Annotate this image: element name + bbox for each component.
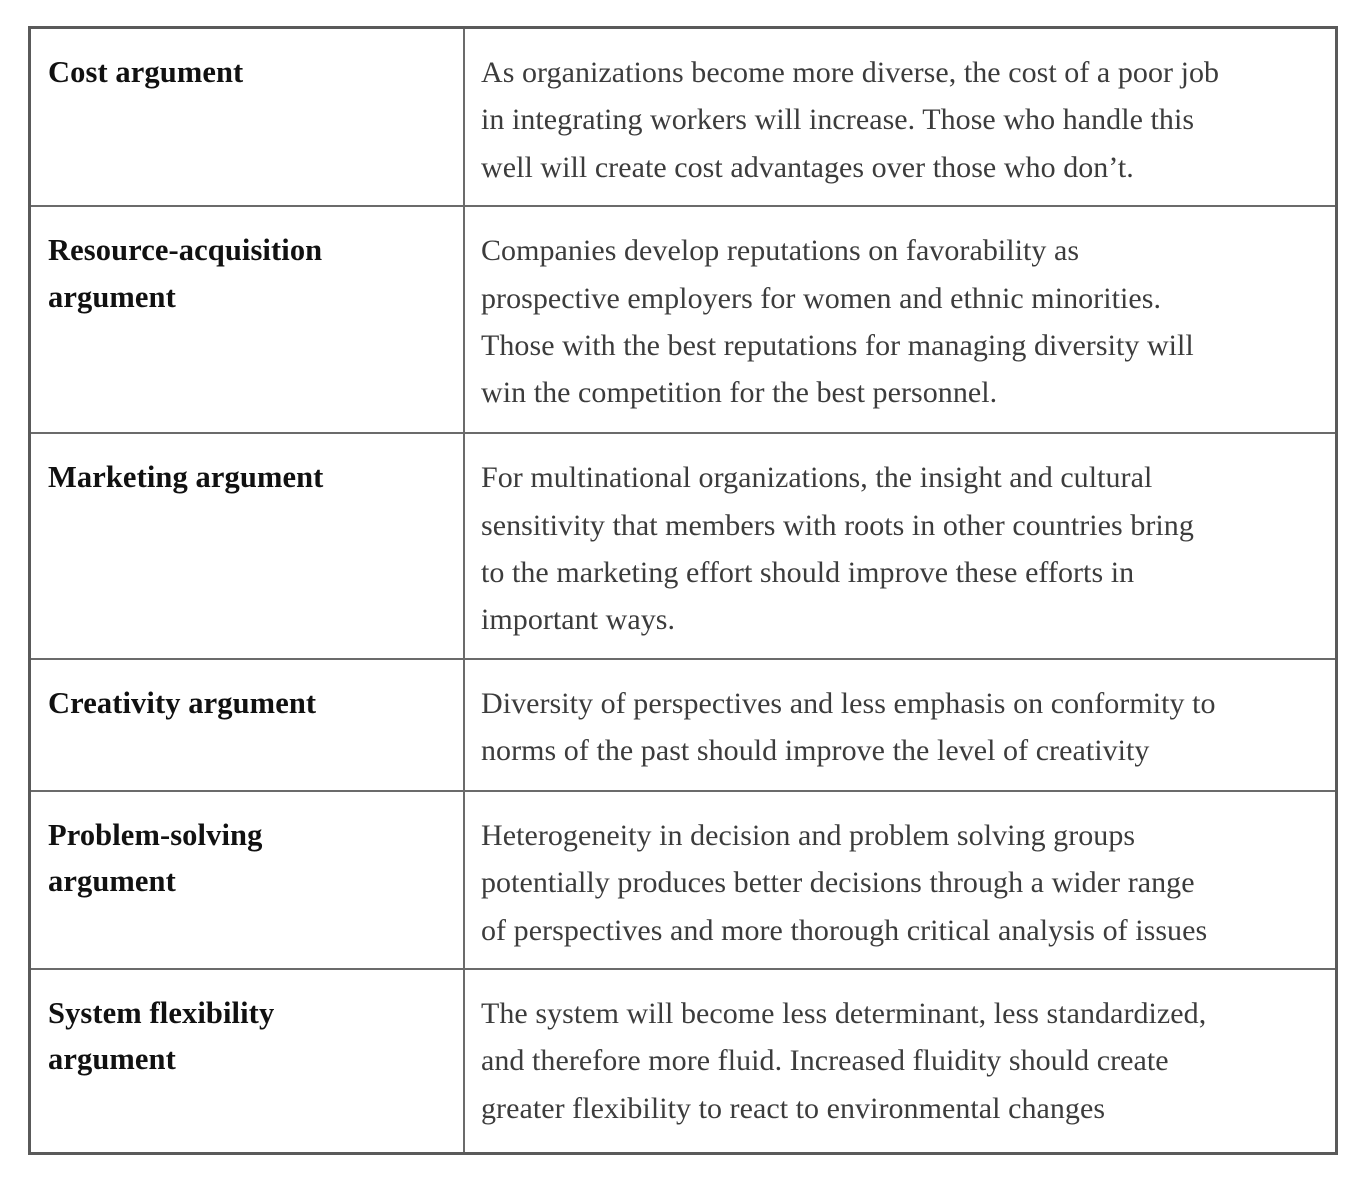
description-line: prospective employers for women and ethnic minorities. bbox=[481, 281, 1162, 315]
table-row bbox=[30, 659, 1337, 791]
description-line: Diversity of perspectives and less emphasis on conformity to bbox=[481, 686, 1216, 720]
description-line: Those with the best reputations for managing diversity will bbox=[481, 328, 1194, 362]
description-line: Heterogeneity in decision and problem solving groups bbox=[481, 818, 1136, 852]
table-body bbox=[30, 28, 1337, 1154]
argument-name-line: Marketing argument bbox=[48, 460, 324, 495]
argument-name-cell bbox=[30, 969, 465, 1154]
description-line: of perspectives and more thorough critical analysis of issues bbox=[481, 913, 1208, 947]
argument-name-line: Problem-solving bbox=[48, 817, 263, 852]
argument-description-cell bbox=[464, 659, 1337, 791]
argument-name-cell bbox=[30, 433, 465, 659]
argument-name-cell bbox=[30, 659, 465, 791]
description-line: and therefore more fluid. Increased fluidity should create bbox=[481, 1044, 1169, 1078]
table-container bbox=[28, 26, 1338, 1150]
argument-description-cell bbox=[464, 433, 1337, 659]
argument-name-cell bbox=[30, 791, 465, 969]
table-row bbox=[30, 969, 1337, 1154]
description-line: to the marketing effort should improve these efforts in bbox=[481, 555, 1135, 589]
description-line: important ways. bbox=[481, 603, 676, 637]
description-line: in integrating workers will increase. Those who handle this bbox=[481, 103, 1195, 137]
description-line: Companies develop reputations on favorability as bbox=[481, 234, 1080, 268]
table-row bbox=[30, 433, 1337, 659]
description-line: win the competition for the best personnel. bbox=[481, 376, 998, 410]
description-line: As organizations become more diverse, the cost of a poor job bbox=[481, 56, 1220, 89]
argument-name-line: argument bbox=[48, 279, 176, 314]
argument-description-cell bbox=[464, 969, 1337, 1154]
argument-name-cell bbox=[30, 28, 465, 207]
table-row bbox=[30, 206, 1337, 433]
argument-description-cell bbox=[464, 206, 1337, 433]
description-line: norms of the past should improve the level of creativity bbox=[481, 734, 1150, 768]
argument-name-line: System flexibility bbox=[48, 995, 275, 1030]
argument-name-line: argument bbox=[48, 864, 176, 899]
argument-description-cell bbox=[464, 28, 1337, 207]
description-line: sensitivity that members with roots in other countries bring bbox=[481, 508, 1194, 542]
description-line: The system will become less determinant, less standardized, bbox=[481, 996, 1207, 1030]
argument-name-line: Resource-acquisition bbox=[48, 233, 323, 268]
description-line: potentially produces better decisions through a wider range bbox=[481, 866, 1195, 900]
description-line: For multinational organizations, the insight and cultural bbox=[481, 461, 1153, 495]
argument-name-line: Creativity argument bbox=[48, 685, 317, 720]
arguments-table bbox=[28, 26, 1338, 1155]
argument-description-cell bbox=[464, 791, 1337, 969]
argument-name-line: argument bbox=[48, 1042, 176, 1077]
table-row bbox=[30, 28, 1337, 207]
description-line: well will create cost advantages over those who don’t. bbox=[481, 150, 1134, 184]
description-line: greater flexibility to react to environmental changes bbox=[481, 1091, 1106, 1125]
argument-name-line: Cost argument bbox=[48, 55, 244, 89]
argument-name-cell bbox=[30, 206, 465, 433]
table-row bbox=[30, 791, 1337, 969]
